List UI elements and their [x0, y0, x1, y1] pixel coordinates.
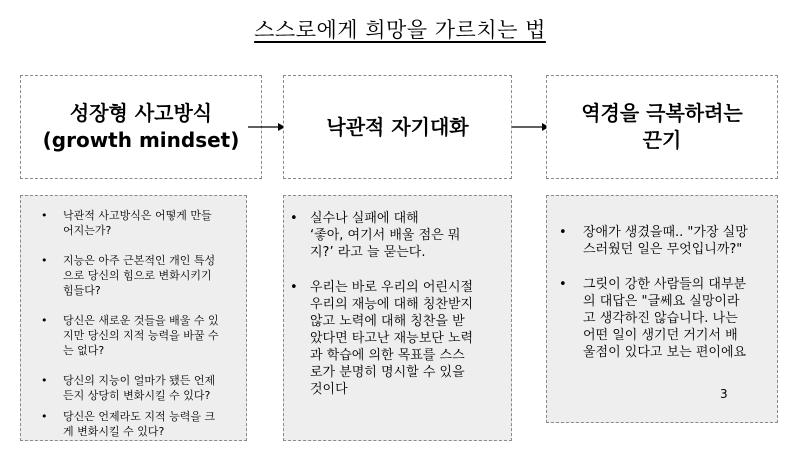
detail-panel-optimistic-self-talk — [283, 195, 512, 441]
step-heading: 낙관적 자기대화 — [326, 114, 469, 139]
list-item: • 지능은 아주 근본적인 개인 특성 으로 당신의 힘으로 변화시키기 힘들다? — [63, 253, 238, 298]
list-item: • 낙관적 사고방식은 어떻게 만들 어지는가? — [63, 208, 238, 238]
list-item: • 당신은 새로운 것들을 배울 수 있 지만 당신의 지적 능력을 바꿀 수 는 없다? — [63, 313, 238, 358]
bullet-list — [21, 196, 246, 439]
list-item: • 당신의 지능이 얼마가 됐든 언제 든지 상당히 변화시킬 수 있다? — [63, 373, 238, 403]
step-heading: 역경을 극복하려는 끈기 — [581, 101, 743, 152]
page-title: 스스로에게 희망을 가르치는 법 — [254, 18, 546, 42]
list-item: • 그릿이 강한 사람들의 대부분 의 대답은 "글쎄요 실망이라 고 생각하진 않습니다. 나는 어떤 일이 생기던 거기서 배 울점이 있다고 보는 편이에요 — [583, 276, 769, 361]
bullet-list — [284, 196, 511, 398]
step-box-perseverance — [546, 75, 778, 179]
list-item: • 실수나 실패에 대해 ‘좋아, 여기서 배울 점은 뭐 지?’ 라고 늘 묻는다. — [310, 210, 503, 261]
page-number: 3 — [720, 387, 728, 401]
list-item: • 당신은 언제라도 지적 능력을 크 게 변화시킬 수 있다? — [63, 409, 238, 439]
step-box-optimistic-self-talk — [283, 75, 512, 179]
arrow-right-icon — [510, 117, 550, 137]
step-heading: 성장형 사고방식 (growth mindset) — [42, 101, 240, 152]
list-item: • 장애가 생겼을때.. "가장 실망 스러웠던 일은 무엇입니까?" — [583, 224, 769, 258]
detail-panel-growth-mindset — [20, 195, 247, 441]
step-box-growth-mindset — [20, 75, 262, 179]
detail-panel-perseverance — [546, 195, 778, 423]
bullet-list — [547, 196, 777, 361]
arrow-right-icon — [246, 117, 286, 137]
list-item: • 우리는 바로 우리의 어린시절 우리의 재능에 대해 칭찬받지 않고 노력에 대해 칭찬을 받 았다면 타고난 재능보단 노력 과 학습에 의한 목표를 스스 로가 분명히 명시할 수 있을 것이다 — [310, 279, 503, 398]
